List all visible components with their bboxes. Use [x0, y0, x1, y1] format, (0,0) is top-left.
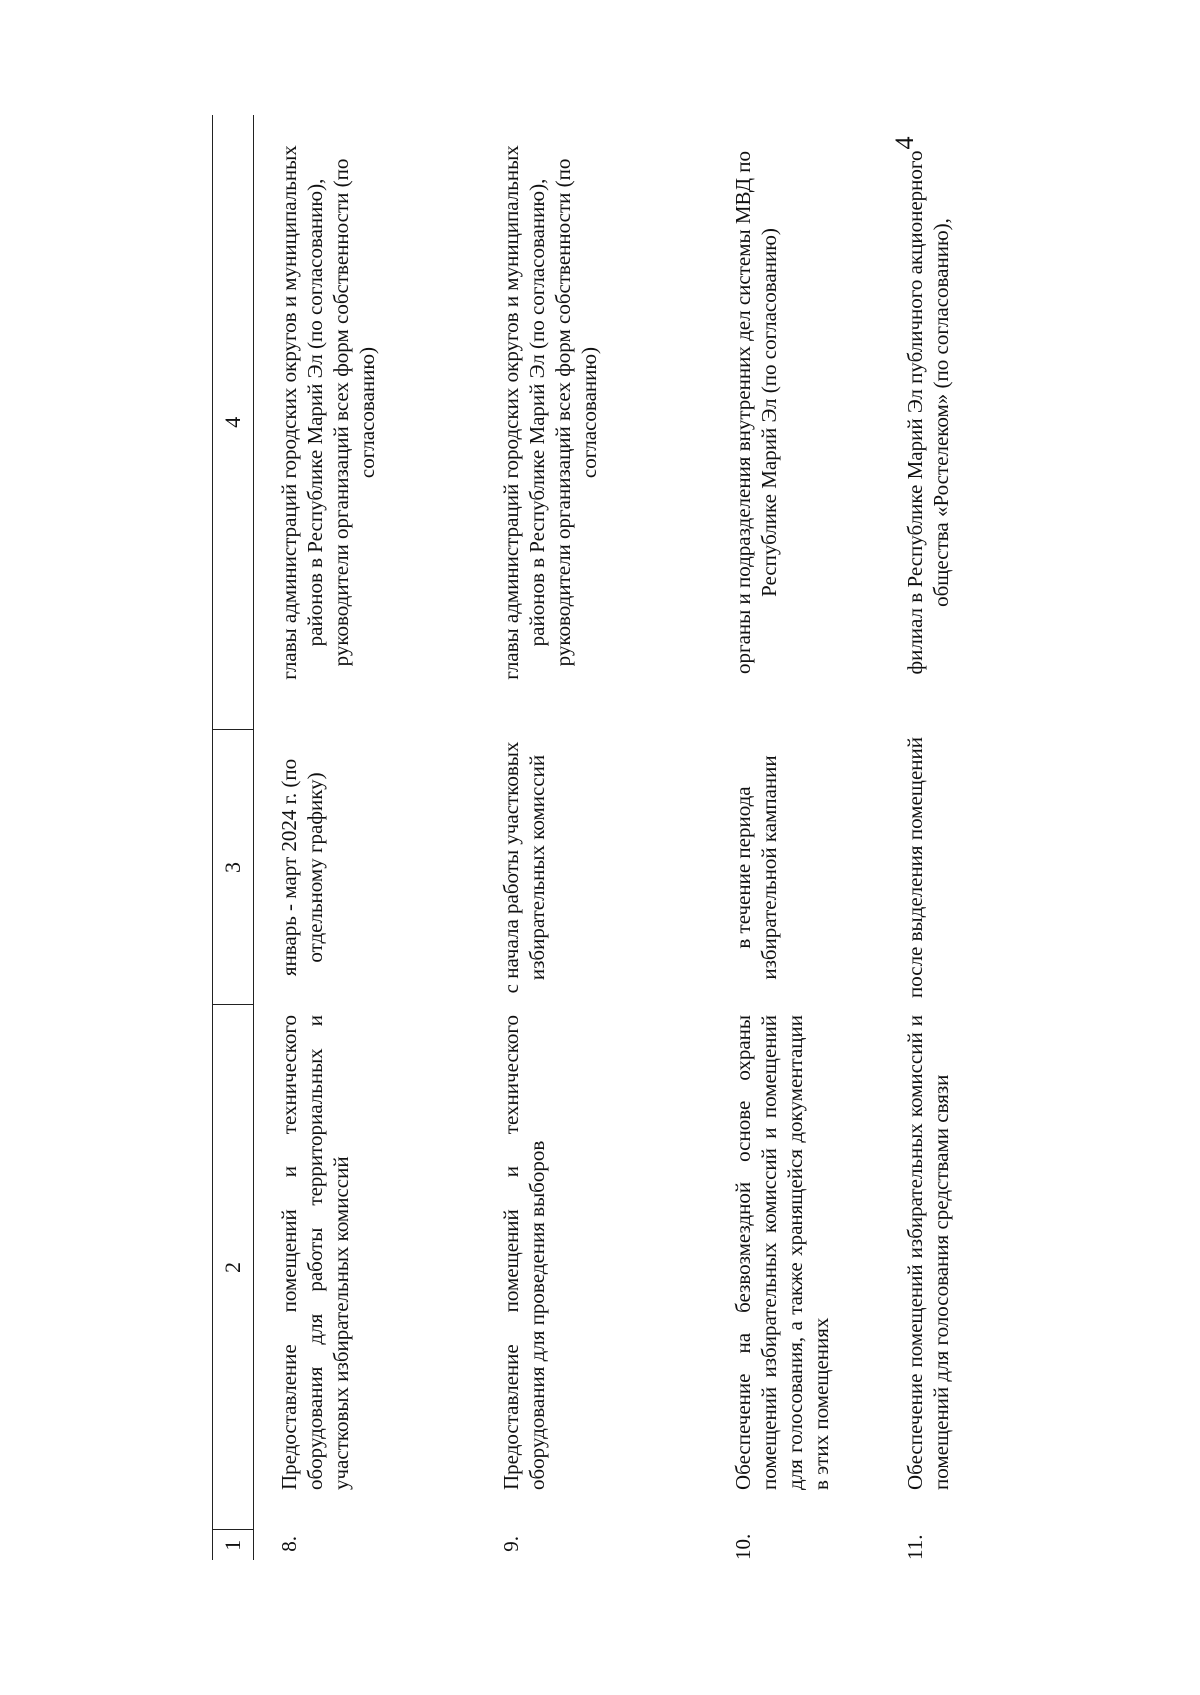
- table-row: [880, 115, 1052, 1560]
- row-number: 8.: [277, 1536, 301, 1552]
- header-col-1: 1: [213, 1530, 254, 1560]
- table-header-row: [213, 115, 254, 1560]
- row-responsible: [254, 115, 477, 730]
- row-number: 10.: [731, 1533, 755, 1560]
- row-description: Обеспечение на безвозмездной основе охраны помещений избирательных комиссий и помещений для голосования, а также хранящейся документации в этих помещениях: [731, 1015, 833, 1490]
- responsible-line: органы и подразделения внутренних дел системы МВД по Республике Марий Эл (по согласованию): [731, 150, 781, 675]
- table-row: [254, 115, 477, 1560]
- header-col-2: 2: [213, 1005, 254, 1530]
- row-term: после выделения помещений: [903, 737, 927, 999]
- measures-table: [212, 115, 1052, 1560]
- table-row: [708, 115, 880, 1560]
- page-number: 4: [890, 136, 919, 150]
- row-description: Обеспечение помещений избирательных комиссий и помещений для голосования средствами связи: [903, 1015, 953, 1490]
- row-number: 11.: [903, 1534, 927, 1560]
- row-description: Предоставление помещений и технического оборудования для проведения выборов: [499, 1015, 549, 1490]
- row-responsible: [708, 115, 880, 730]
- table-row: [476, 115, 708, 1560]
- row-term: январь - март 2024 г. (по отдельному графику): [277, 758, 327, 977]
- responsible-line: филиал в Республике Марий Эл публичного акционерного общества «Ростелеком» (по согласованию),: [903, 150, 953, 675]
- header-col-3: 3: [213, 730, 254, 1005]
- responsible-line: руководители организаций всех форм собственности (по согласованию): [329, 158, 379, 667]
- row-term: с начала работы участковых избирательных комиссий: [499, 741, 549, 994]
- responsible-line: руководители организаций всех форм собственности (по согласованию): [551, 158, 601, 667]
- row-term: в течение периода избирательной кампании: [731, 755, 781, 980]
- row-responsible: [476, 115, 708, 730]
- responsible-line: главы администраций городских округов и муниципальных районов в Республике Марий Эл (по согласованию),: [277, 145, 327, 680]
- row-number: 9.: [499, 1536, 523, 1552]
- row-responsible: [880, 115, 1052, 730]
- row-description: Предоставление помещений и технического оборудования для работы территориальных и участковых избирательных комиссий: [277, 1015, 353, 1490]
- header-col-4: 4: [213, 115, 254, 730]
- measures-table-container: [212, 115, 1072, 1560]
- responsible-line: главы администраций городских округов и муниципальных районов в Республике Марий Эл (по согласованию),: [499, 145, 549, 680]
